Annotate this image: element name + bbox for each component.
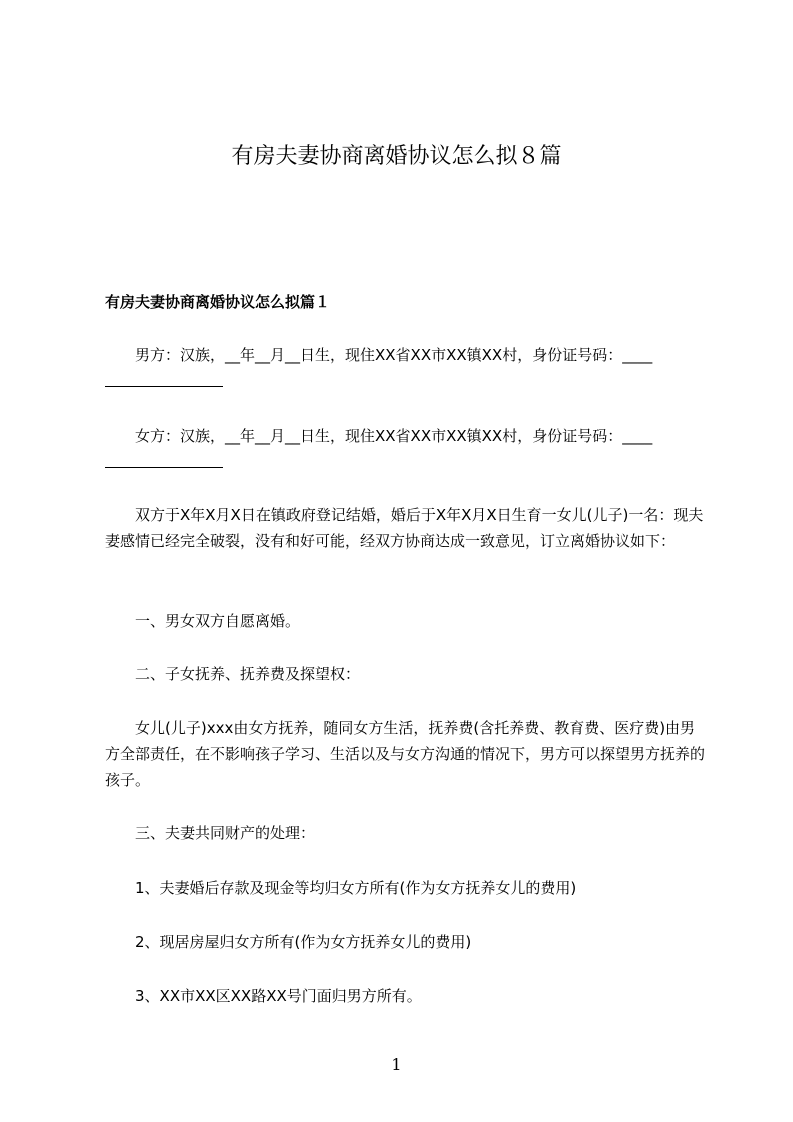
- paragraph-property-item-1: 1、夫妻婚后存款及现金等均归女方所有(作为女方抚养女儿的费用): [105, 879, 577, 897]
- paragraph-property-item-2: 2、现居房屋归女方所有(作为女方抚养女儿的费用): [105, 933, 472, 951]
- document-title: 有房夫妻协商离婚协议怎么拟８篇: [231, 144, 562, 169]
- id-number-blank-line: [105, 467, 223, 468]
- paragraph-clause-one: 一、男女双方自愿离婚。: [105, 612, 301, 630]
- paragraph-marriage-background: 双方于X年X月X日在镇政府登记结婚，婚后于X年X月X日生育一女儿(儿子)一名：现夫妻感情已经完全破裂，没有和好可能，经双方协商达成一致意见，订立离婚协议如下：: [105, 506, 704, 550]
- paragraph-male-party: 男方：汉族，__年__月__日生，现住XX省XX市XX镇XX村，身份证号码：____: [105, 346, 653, 364]
- paragraph-clause-two: 二、子女抚养、抚养费及探望权：: [105, 665, 361, 683]
- id-number-blank-line: [105, 386, 223, 387]
- section-heading: 有房夫妻协商离婚协议怎么拟篇１: [105, 293, 331, 311]
- paragraph-child-custody: 女儿(儿子)xxx由女方抚养，随同女方生活，抚养费(含托养费、教育费、医疗费)由男方全部责任，在不影响孩子学习、生活以及与女方沟通的情况下，男方可以探望男方抚养的孩子。: [105, 719, 706, 789]
- paragraph-female-party: 女方：汉族，__年__月__日生，现住XX省XX市XX镇XX村，身份证号码：____: [105, 427, 653, 445]
- paragraph-clause-three: 三、夫妻共同财产的处理：: [105, 824, 316, 842]
- page-number: 1: [391, 1055, 402, 1074]
- paragraph-property-item-3: 3、XX市XX区XX路XX号门面归男方所有。: [105, 987, 422, 1005]
